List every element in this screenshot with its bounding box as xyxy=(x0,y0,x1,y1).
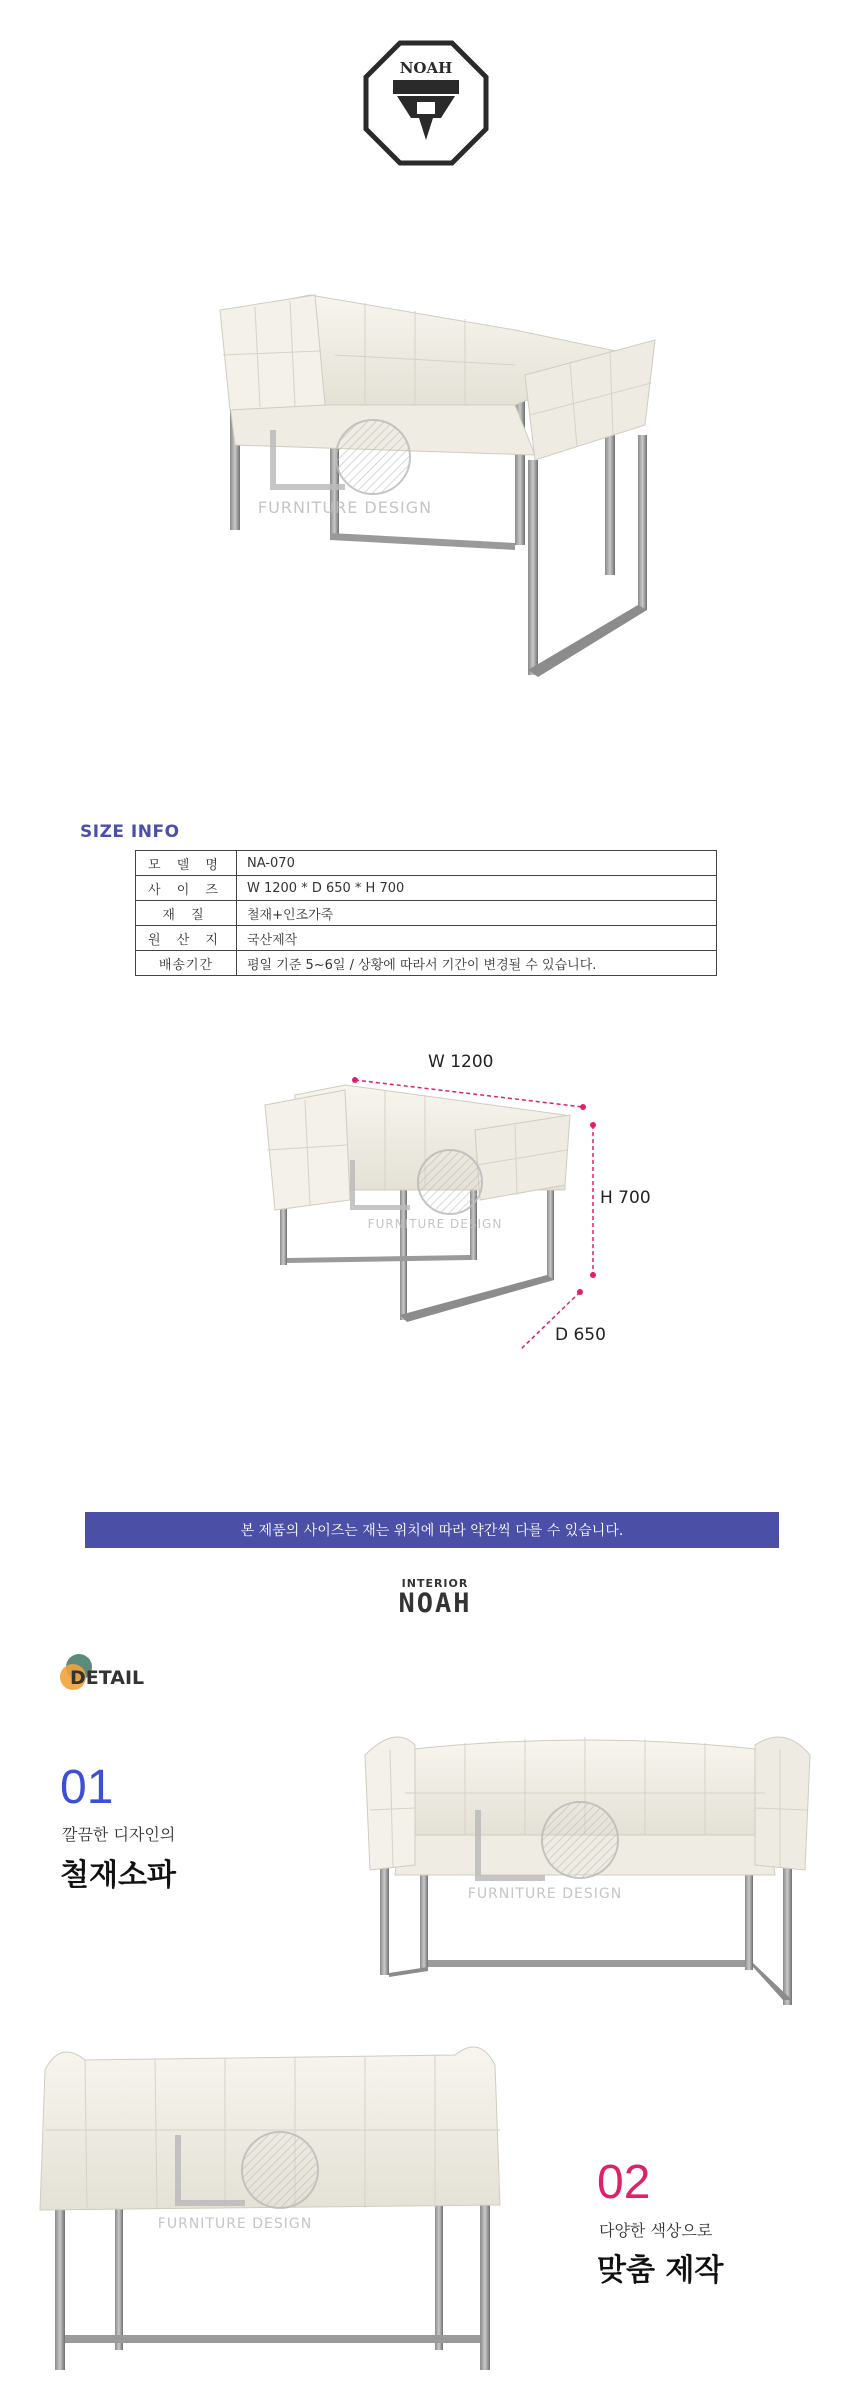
depth-label: D 650 xyxy=(555,1325,606,1345)
dimension-diagram xyxy=(255,1050,635,1350)
notice-banner xyxy=(85,1512,779,1548)
watermark-text-3: FURNITURE DESIGN xyxy=(467,1886,623,1902)
interior-logo-line2: NOAH xyxy=(398,1588,472,1619)
notice-text: 본 제품의 사이즈는 재는 위치에 따라 약간씩 다를 수 있습니다. xyxy=(240,1523,624,1539)
spec-row xyxy=(136,851,717,876)
spec-value: 국산제작 xyxy=(237,926,717,951)
interior-logo-line1: INTERIOR xyxy=(401,1577,469,1590)
product-photo-front xyxy=(355,1705,815,2010)
spec-row xyxy=(136,901,717,926)
product-photo-main xyxy=(215,285,675,685)
spec-label: 재 질 xyxy=(136,901,237,926)
detail-01-number: 01 xyxy=(60,1761,114,1814)
brand-logo xyxy=(363,40,489,166)
height-label: H 700 xyxy=(600,1188,651,1208)
size-info-title: SIZE INFO xyxy=(80,822,180,842)
spec-value: W 1200 * D 650 * H 700 xyxy=(237,876,717,901)
interior-logo xyxy=(392,1577,478,1618)
spec-table xyxy=(135,850,717,976)
detail-01-subtitle: 깔끔한 디자인의 xyxy=(62,1825,176,1844)
spec-value: 철재+인조가죽 xyxy=(237,901,717,926)
watermark-text-4: FURNITURE DESIGN xyxy=(157,2216,313,2232)
detail-02-number: 02 xyxy=(597,2156,651,2209)
spec-value: NA-070 xyxy=(237,851,717,876)
spec-label: 모 델 명 xyxy=(136,851,237,876)
spec-row xyxy=(136,876,717,901)
watermark-text: FURNITURE DESIGN xyxy=(257,498,433,517)
spec-label: 사 이 즈 xyxy=(136,876,237,901)
detail-02-title: 맞춤 제작 xyxy=(597,2253,724,2288)
spec-value: 평일 기준 5~6일 / 상황에 따라서 기간이 변경될 수 있습니다. xyxy=(237,951,717,976)
detail-text: DETAIL xyxy=(70,1667,145,1689)
width-label: W 1200 xyxy=(428,1052,494,1072)
spec-label: 배송기간 xyxy=(136,951,237,976)
detail-01-title: 철재소파 xyxy=(60,1858,176,1893)
watermark-text-2: FURNITURE DESIGN xyxy=(367,1217,503,1231)
spec-row xyxy=(136,951,717,976)
spec-row xyxy=(136,926,717,951)
spec-label: 원 산 지 xyxy=(136,926,237,951)
logo-text: NOAH xyxy=(399,59,453,77)
product-photo-back xyxy=(25,2030,515,2375)
detail-02-subtitle: 다양한 색상으로 xyxy=(599,2221,713,2240)
